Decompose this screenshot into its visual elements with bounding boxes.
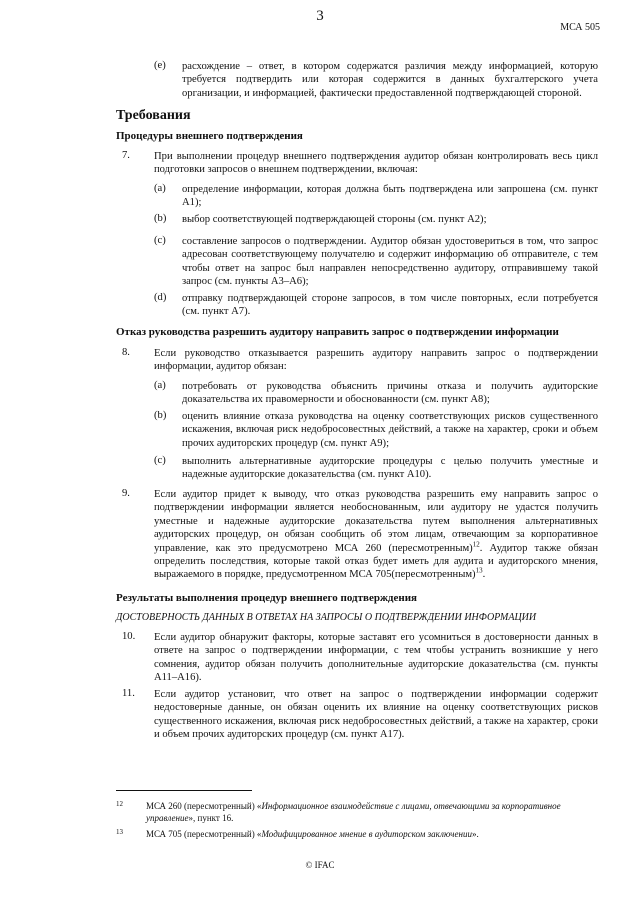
paragraph-number: 10. [122,631,136,642]
item-label: (c) [154,235,166,246]
paragraph-number: 8. [122,347,130,358]
item-text: оценить влияние отказа руководства на оценку соответствующих рисков существенного искажения, включая риск недобросовестных действий, а также на характер, сроки и объем прочих аудиторских процедур (см. пункт A9); [182,411,598,449]
paragraph-number: 7. [122,150,130,161]
item-label: (b) [154,213,167,224]
paragraph-text: Если аудитор обнаружит факторы, которые заставят его усомниться в достоверности данных в ответе на запрос о подтверждении информации, с тем чтобы устранить возникшие у него сомнения, аудитор обязан получить дополнительные аудиторские доказательства (см. пункты A11–A16). [154,632,598,684]
item-text: определение информации, которая должна быть подтверждена или запрошена (см. пункт A1); [182,184,598,209]
item-text: потребовать от руководства объяснить причины отказа и получить аудиторские доказательства их правомерности и обоснованности (см. пункт A8); [182,381,598,406]
item-text: составление запросов о подтверждении. Аудитор обязан удостовериться в том, что запрос адресован соответствующему получателю и содержит информацию об отправителе, с тем чтобы ответ на запрос был направлен непосредственно аудитору, отправившему такой запрос (см. пункты A3–A6); [182,236,598,288]
footnote-divider [116,790,252,791]
item-text: отправку подтверждающей стороне запросов, в том числе повторных, если потребуется (см. пункт A7). [182,293,598,318]
subsection-heading: Процедуры внешнего подтверждения [116,130,303,142]
item-text: выполнить альтернативные аудиторские процедуры с целью получить уместные и надежные аудиторские доказательства (см. пункт A10). [182,456,598,481]
subsection-heading: Отказ руководства разрешить аудитору направить запрос о подтверждении информации [116,326,559,338]
section-heading: Требования [116,108,191,123]
item-label: (a) [154,380,166,391]
paragraph-text: При выполнении процедур внешнего подтверждения аудитор обязан контролировать весь цикл подготовки запросов о внешнем подтверждении, включая: [154,151,598,176]
footnote-ref[interactable]: 12 [472,540,480,549]
subsection-heading: Результаты выполнения процедур внешнего подтверждения [116,592,418,604]
item-label: (c) [154,455,166,466]
subsubsection-heading: ДОСТОВЕРНОСТЬ ДАННЫХ В ОТВЕТАХ НА ЗАПРОСЫ О ПОДТВЕРЖДЕНИИ ИНФОРМАЦИИ [116,612,537,623]
item-label: (b) [154,410,167,421]
paragraph-text: Если руководство отказывается разрешить аудитору направить запрос о подтверждении информации, аудитор обязан: [154,348,598,373]
item-label: (a) [154,183,166,194]
footnote-text: МСА 260 (пересмотренный) «Информационное взаимодействие с лицами, отвечающими за корпоративное управление», пункт 16. [146,801,561,823]
page-number: 3 [316,8,324,24]
footnote-ref[interactable]: 13 [475,566,483,575]
item-text: расхождение – ответ, в котором содержатся различия между информацией, которую требуется подтвердить или которая содержится в данных бухгалтерского учета организации, и информацией, фактически предоставленной подтверждающей стороной. [182,61,598,99]
footnote-text: МСА 705 (пересмотренный) «Модифицированное мнение в аудиторском заключении». [146,829,479,839]
footnote-number: 13 [116,828,123,836]
item-label: (e) [154,60,166,71]
standard-code: МСА 505 [560,22,600,33]
paragraph-number: 11. [122,688,135,699]
paragraph-text: Если аудитор установит, что ответ на запрос о подтверждении информации содержит недостоверные данные, он обязан оценить их влияние на оценку соответствующих рисков существенного искажения, включая риск недобросовестных действий, а также на характер, сроки и объем прочих аудиторских процедур (см. пункт A17). [154,689,598,741]
paragraph-text: Если аудитор придет к выводу, что отказ руководства разрешить ему направить запрос о подтверждении информации является необоснованным, или аудитору не удастся получить уместные и надежные аудиторские доказательства путем выполнения альтернативных аудиторских процедур, он обязан сообщить об этом лицам, отвечающим за корпоративное управление, как это предусмотрено МСА 260 (пересмотренным)$^{12}$. Аудитор также обязан определить последствия, которые такой отказ будет иметь для аудита и аудиторского мнения, выражаемого в порядке, предусмотренном МСА 705(пересмотренным)$^{13}$. [154,489,598,581]
item-text: выбор соответствующей подтверждающей стороны (см. пункт A2); [182,214,487,225]
paragraph-number: 9. [122,488,130,499]
item-label: (d) [154,292,167,303]
footnote-number: 12 [116,800,123,808]
copyright-footer: © IFAC [305,860,335,870]
